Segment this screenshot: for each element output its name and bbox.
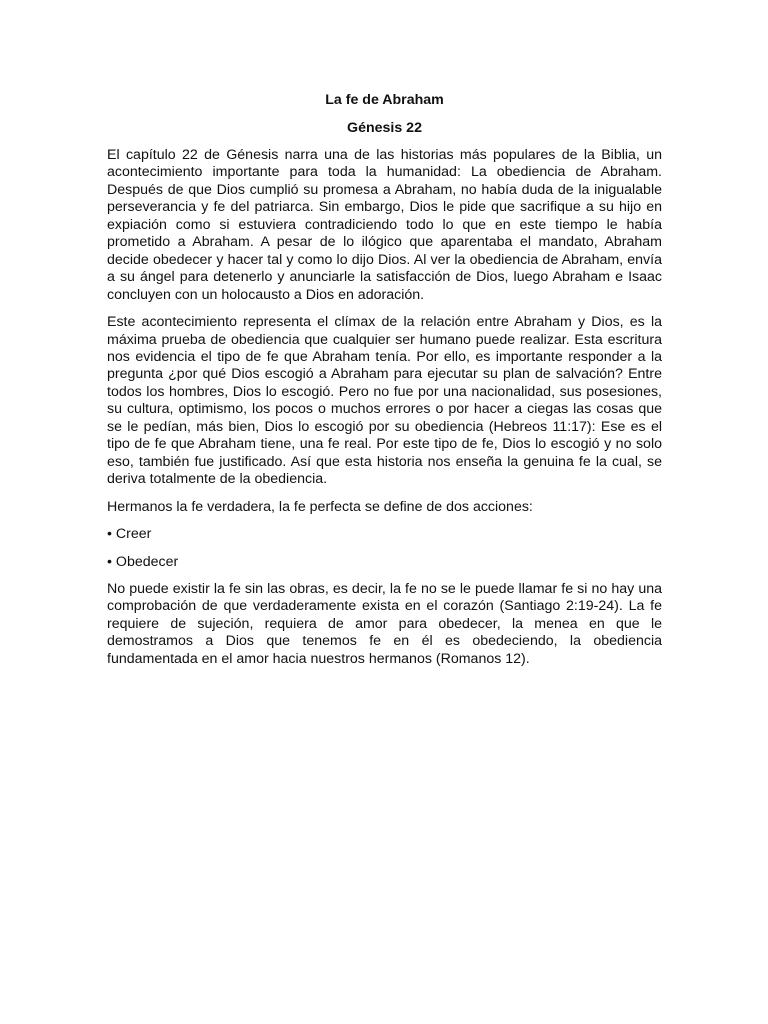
document-title: La fe de Abraham	[325, 92, 444, 108]
bullet-item-obedecer: • Obedecer	[107, 553, 179, 570]
bullet-item-creer: • Creer	[107, 526, 152, 543]
paragraph-two-actions: Hermanos la fe verdadera, la fe perfecta se define de dos acciones:	[107, 498, 533, 515]
paragraph-intro: El capítulo 22 de Génesis narra una de las historias más populares de la Biblia, un acontecimiento importante para toda la humanidad: La obediencia de Abraham. Después de que Dios cumplió su promesa a Abraham, no había duda de la inigualable perseverancia y fe del patriarca. Sin embargo, Dios le pide que sacrifique a su hijo en expiación como si estuviera contradiciendo todo lo que en este tiempo le había prometido a Abraham. A pesar de lo ilógico que aparentaba el mandato, Abraham decide obedecer y hacer tal y como lo dijo Dios. Al ver la obediencia de Abraham, envía a su ángel para detenerlo y anunciarle la satisfacción de Dios, luego Abraham e Isaac concluyen con un holocausto a Dios en adoración.	[107, 147, 662, 303]
document-subtitle: Génesis 22	[347, 120, 422, 136]
paragraph-climax: Este acontecimiento representa el clímax de la relación entre Abraham y Dios, es la máxima prueba de obediencia que cualquier ser humano puede realizar. Esta escritura nos evidencia el tipo de fe que Abraham tenía. Por ello, es importante responder a la pregunta ¿por qué Dios escogió a Abraham para ejecutar su plan de salvación? Entre todos los hombres, Dios lo escogió. Pero no fue por una nacionalidad, sus posesiones, su cultura, optimismo, los pocos o muchos errores o por hacer a ciegas las cosas que se le pedían, más bien, Dios lo escogió por su obediencia (Hebreos 11:17): Ese es el tipo de fe que Abraham tiene, una fe real. Por este tipo de fe, Dios lo escogió y no solo eso, también fue justificado. Así que esta historia nos enseña la genuina fe la cual, se deriva totalmente de la obediencia.	[107, 314, 662, 488]
paragraph-closing: No puede existir la fe sin las obras, es decir, la fe no se le puede llamar fe si no hay una comprobación de que verdaderamente exista en el corazón (Santiago 2:19-24). La fe requiere de sujeción, requiera de amor para obedecer, la menea en que le demostramos a Dios que tenemos fe en él es obedeciendo, la obediencia fundamentada en el amor hacia nuestros hermanos (Romanos 12).	[107, 580, 662, 667]
